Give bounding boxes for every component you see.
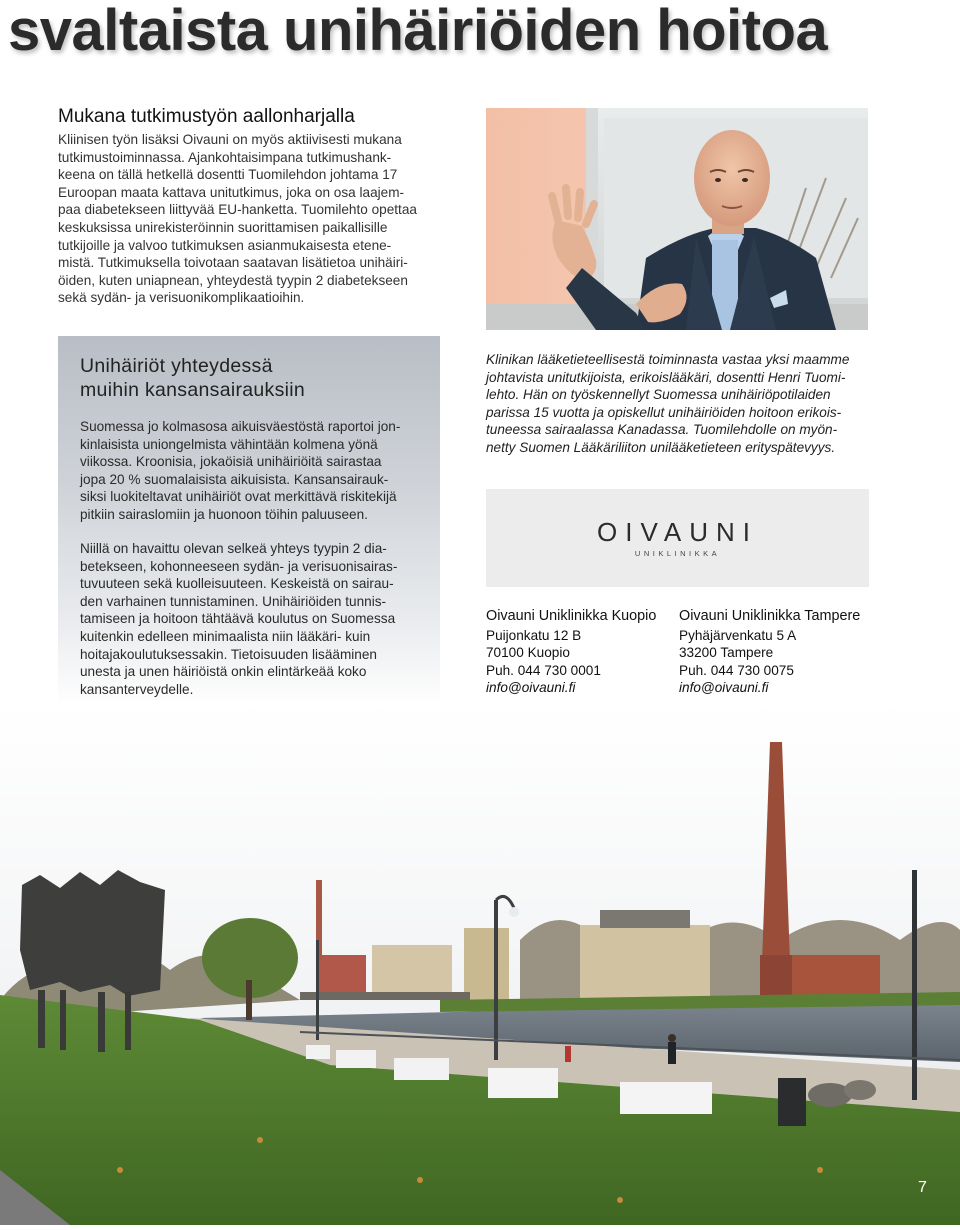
research-heading: Mukana tutkimustyön aallonharjalla — [58, 106, 355, 127]
sidebar-paragraph-1: Suomessa jo kolmasosa aikuisväestöstä raportoi jon- kinlaisista uniongelmista vähintään kolmena yönä viikossa. Kroonisia, jokaöisiä unihäiriöitä sairastaa jopa 20 % suomalaisista aikuisista. Kansansairauk- siksi luokiteltavat unihäiriöt ovat merkittävä riskitekijä pitkiin sairaslomiin ja huonoon töihin paluuseen. — [80, 419, 401, 522]
research-paragraph: Kliinisen työn lisäksi Oivauni on myös aktiivisesti mukana tutkimustoiminnassa. Ajankohtaisimpana tutkimushank- keena on tällä hetkellä dosentti Tuomilehdon johtama 17 Euroopan maata kattava unitutkimus, joka on osa laajem- paa diabetekseen liittyvää EU-hanketta. Tuomilehto opettaa keskuksissa unirekisteröinnin suorittamisen paikallisille tutkijoille ja valvoo tutkimuksen asianmukaisesta etene- mistä. Tutkimuksella toivotaan saatavan lisätietoa unihäiri- öiden, kuten uniapnean, yhteydestä tyypin 2 diabetekseen sekä sydän- ja verisuonikomplikaatioihin. — [58, 132, 417, 306]
clinic-kuopio-contact — [486, 608, 656, 697]
logo-subtitle: UNIKLINIKKA — [634, 549, 721, 558]
oivauni-logo — [486, 489, 869, 587]
clinic-tampere-contact — [679, 608, 860, 697]
clinic-city: 70100 Kuopio — [486, 645, 570, 660]
clinic-email[interactable]: info@oivauni.fi — [486, 680, 576, 695]
sidebar-title: Unihäiriöt yhteydessä muihin kansansairauksiin — [80, 355, 306, 401]
sidebar-box — [58, 336, 440, 708]
doctor-photo — [486, 108, 868, 330]
photo-caption: Klinikan lääketieteellisestä toiminnasta vastaa yksi maamme johtavista unitutkijoista, erikoislääkäri, dosentti Henri Tuomi- lehto. Hän on työskennellyt Suomessa unihäiriöpotilaiden parissa 15 vuotta ja opiskellut unihäiriöiden hoitoon erikois- tuneessa sairaalassa Kanadassa. Tuomilehdolle on myön- netty Suomen Lääkäriliiton unilääketieteen erityspätevyys. — [486, 352, 850, 455]
clinic-street: Puijonkatu 12 B — [486, 627, 582, 643]
clinic-name: Oivauni Uniklinikka Tampere — [679, 608, 861, 624]
clinic-email[interactable]: info@oivauni.fi — [679, 680, 769, 695]
clinic-phone: Puh. 044 730 0075 — [679, 662, 794, 678]
clinic-street: Pyhäjärvenkatu 5 A — [679, 627, 797, 643]
sidebar-paragraph-2: Niillä on havaittu olevan selkeä yhteys tyypin 2 dia- betekseen, kohonneeseen sydän- ja verisuonisairas- tuvuuteen sekä kuolleisuuteen. Keskeistä on sairau- den varhainen tunnistaminen. Unihäiriöiden tunnis- tamiseen ja hoitoon tähtäävä koulutus on Suomessa kuitenkin edelleen minimaalista niin lääkäri- kuin hoitajakoulutuksessakin. Tietoisuuden lisääminen unesta ja unen häiriöistä onkin elintärkeää koko kansanterveydelle. — [80, 541, 398, 697]
logo-wordmark: OIVAUNI — [597, 517, 758, 547]
page-title: svaltaista unihäiriöiden hoitoa — [8, 0, 828, 63]
clinic-city: 33200 Tampere — [679, 645, 774, 660]
clinic-phone: Puh. 044 730 0001 — [486, 662, 601, 678]
clinic-name: Oivauni Uniklinikka Kuopio — [486, 608, 657, 624]
page-number: 7 — [918, 1179, 927, 1196]
riverside-park-photo — [0, 700, 960, 1225]
